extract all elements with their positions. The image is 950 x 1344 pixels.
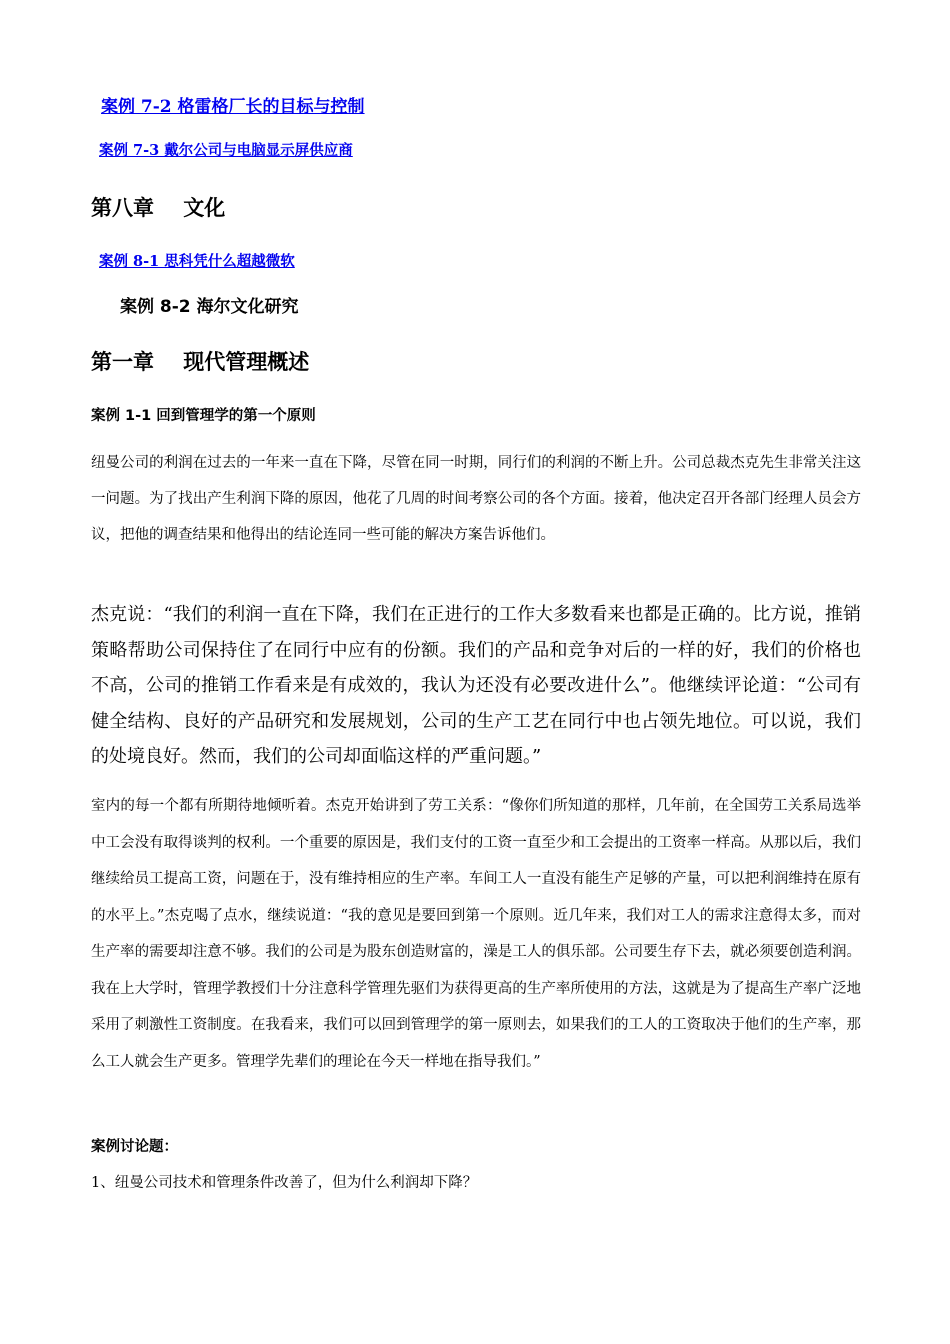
discussion-question-1: 1、纽曼公司技术和管理条件改善了，但为什么利润却下降？ — [91, 1175, 478, 1191]
link-case-7-3[interactable]: 案例 7-3 戴尔公司与电脑显示屏供应商 — [99, 142, 353, 159]
case-1-1-title: 案例 1-1 回到管理学的第一个原则 — [91, 408, 316, 424]
discussion-title: 案例讨论题： — [91, 1139, 178, 1155]
chapter-8-heading: 第八章 文化 — [91, 196, 226, 220]
link-case-7-2[interactable]: 案例 7-2 格雷格厂长的目标与控制 — [101, 97, 365, 117]
case-8-2-heading: 案例 8-2 海尔文化研究 — [120, 297, 299, 317]
case-1-1-paragraph-2: 杰克说：“我们的利润一直在下降，我们在正进行的工作大多数看来也都是正确的。比方说，推销策略帮助公司保持住了在同行中应有的份额。我们的产品和竞争对后的一样的好，我们的价格也不高，公司的推销工作看来是有成效的，我认为还没有必要改进什么”。他继续评论道：“公司有健全结构、良好的产品研究和发展规划，公司的生产工艺在同行中也占领先地位。可以说，我们的处境良好。然而，我们的公司却面临这样的严重问题。” — [91, 604, 861, 768]
chapter-1-heading: 第一章 现代管理概述 — [91, 350, 310, 374]
link-case-8-1[interactable]: 案例 8-1 思科凭什么超越微软 — [99, 253, 295, 270]
case-1-1-paragraph-1: 纽曼公司的利润在过去的一年来一直在下降，尽管在同一时期，同行们的利润的不断上升。公司总裁杰克先生非常关注这一问题。为了找出产生利润下降的原因，他花了几周的时间考察公司的各个方面。接着，他决定召开各部门经理人员会方议，把他的调查结果和他得出的结论连同一些可能的解决方案告诉他们。 — [91, 455, 861, 544]
case-1-1-paragraph-3: 室内的每一个都有所期待地倾听着。杰克开始讲到了劳工关系：“像你们所知道的那样，几年前，在全国劳工关系局选举中工会没有取得谈判的权利。一个重要的原因是，我们支付的工资一直至少和工会提出的工资率一样高。从那以后，我们继续给员工提高工资，问题在于，没有维持相应的生产率。车间工人一直没有能生产足够的产量，可以把利润维持在原有的水平上。”杰克喝了点水，继续说道：“我的意见是要回到第一个原则。近几年来，我们对工人的需求注意得太多，而对生产率的需要却注意不够。我们的公司是为股东创造财富的，澡是工人的俱乐部。公司要生存下去，就必须要创造利润。我在上大学时，管理学教授们十分注意科学管理先驱们为获得更高的生产率所使用的方法，这就是为了提高生产率广泛地采用了刺激性工资制度。在我看来，我们可以回到管理学的第一原则去，如果我们的工人的工资取决于他们的生产率，那么工人就会生产更多。管理学先辈们的理论在今天一样地在指导我们。” — [91, 798, 861, 1070]
